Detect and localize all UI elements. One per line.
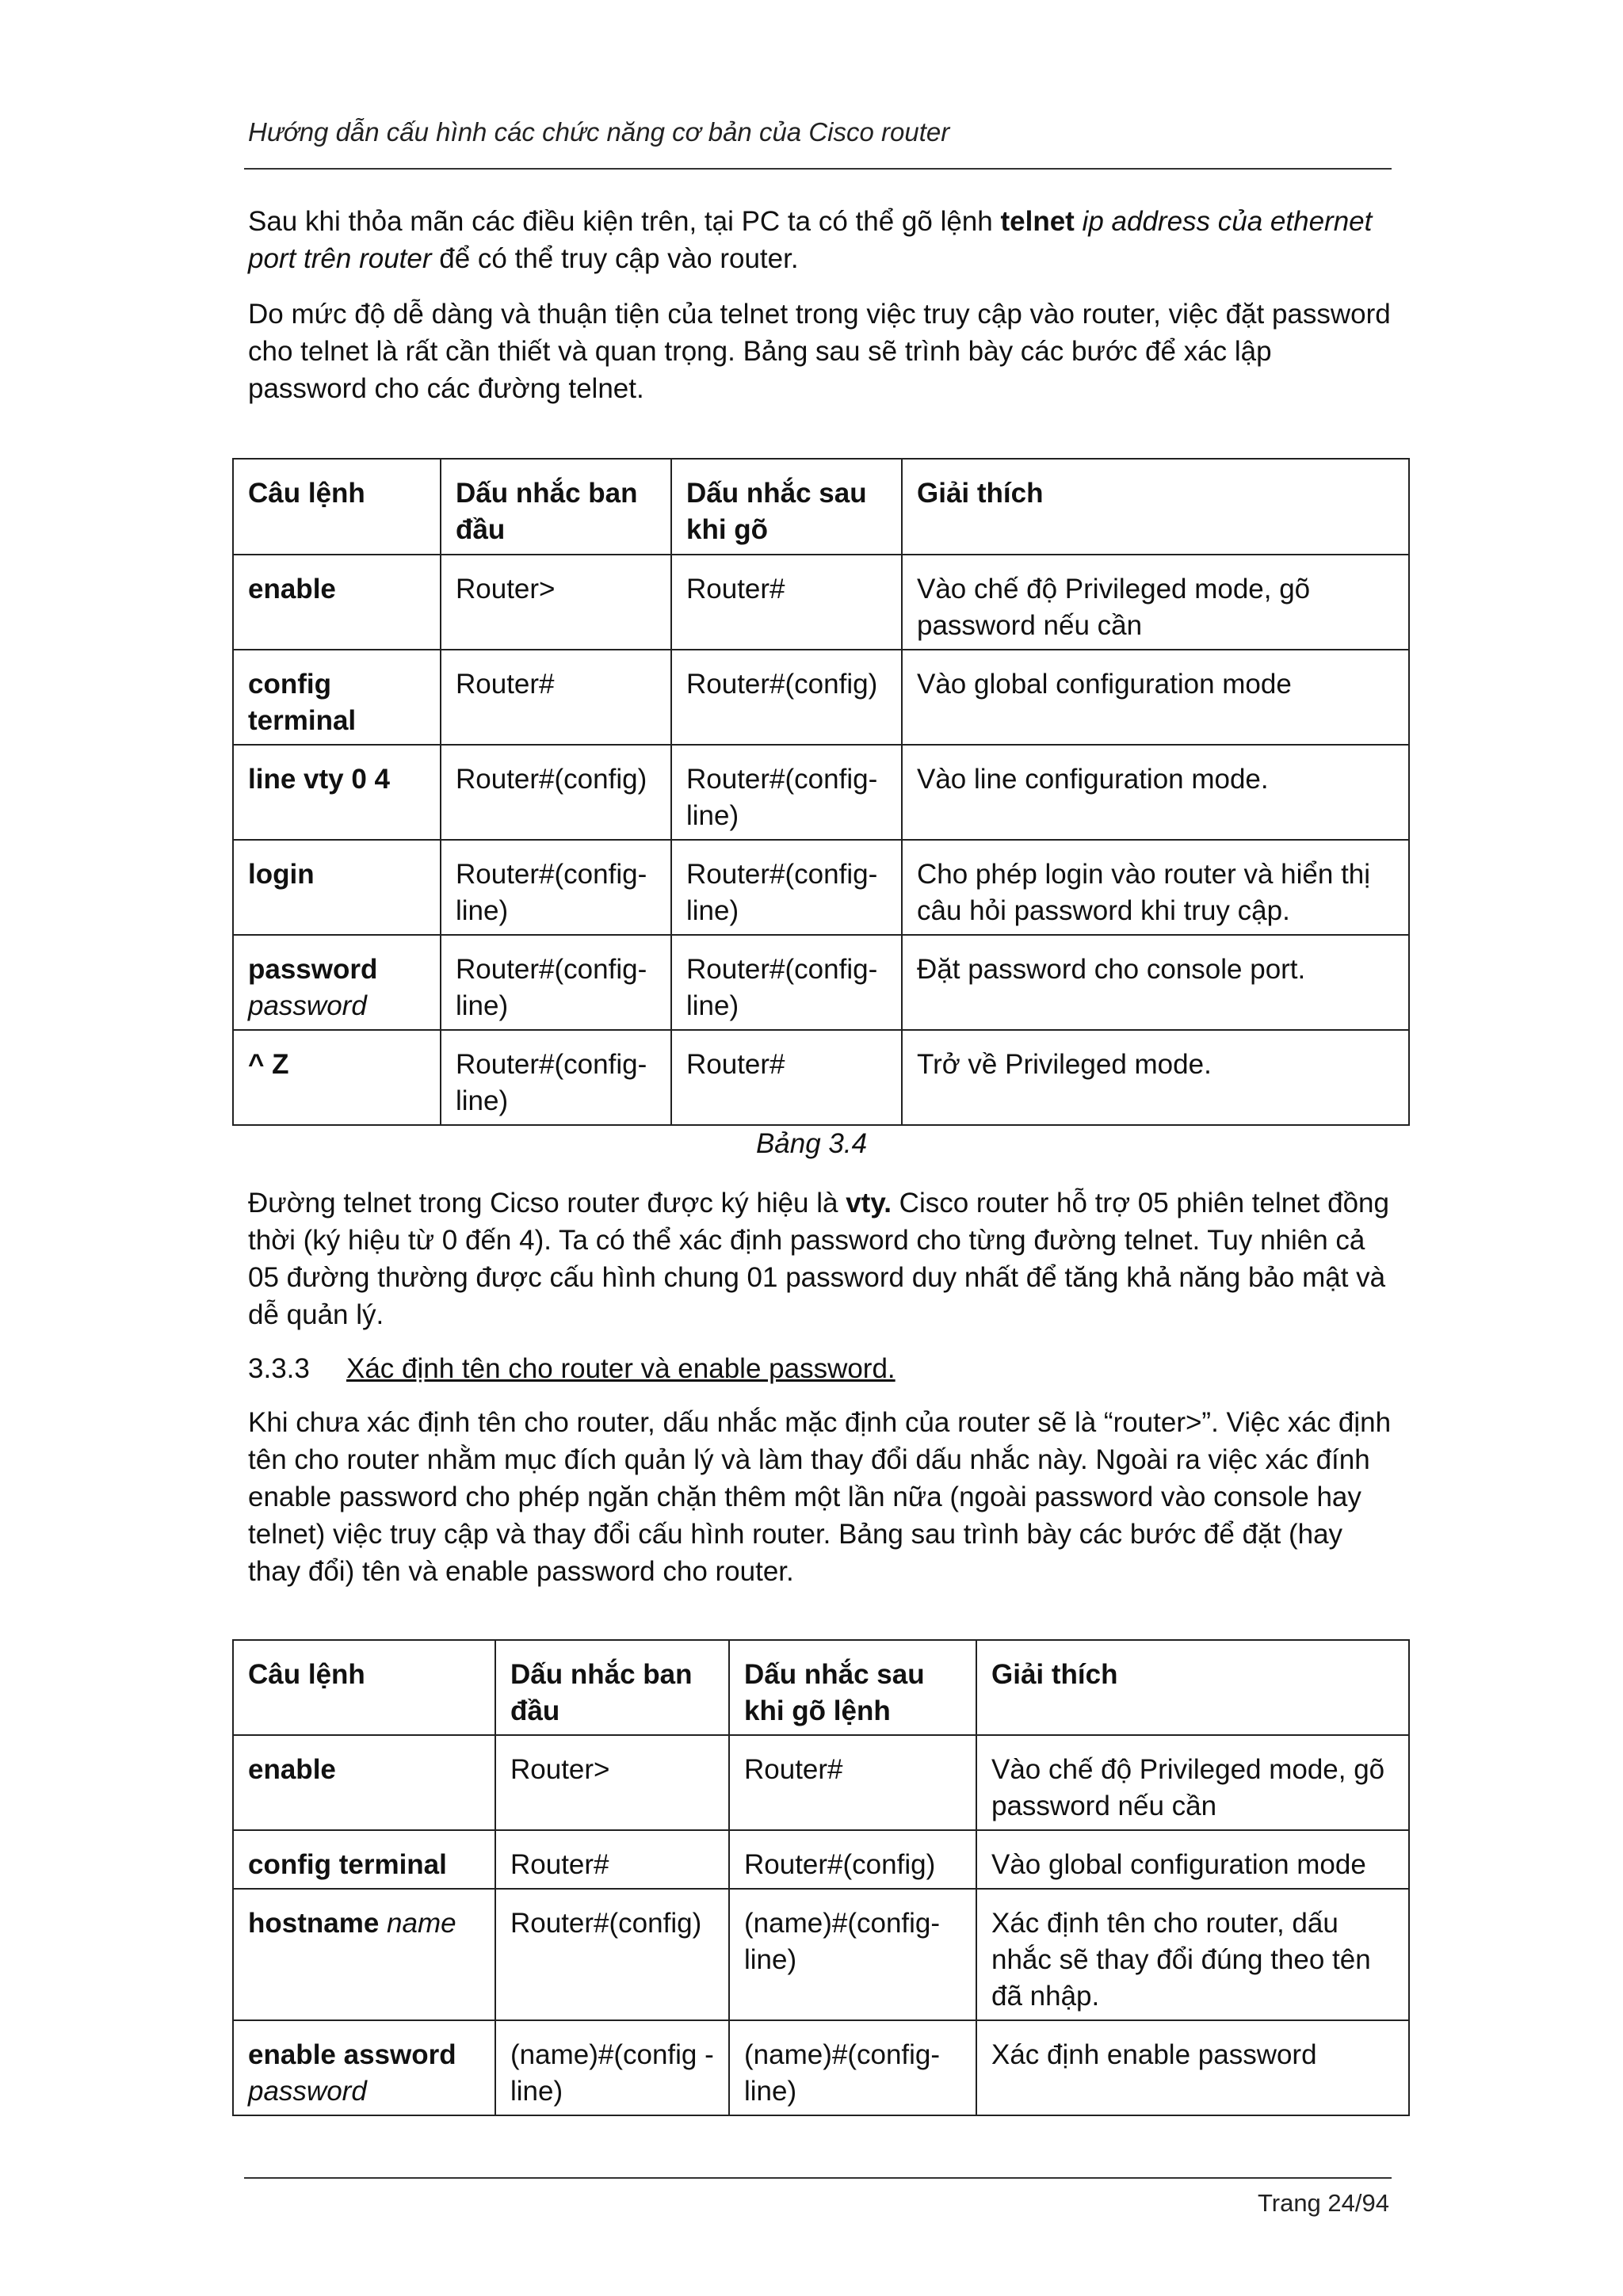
after-prompt-cell: Router#(config-line) — [671, 840, 902, 935]
table-row — [233, 1030, 1409, 1125]
vty-keyword: vty. — [846, 1188, 892, 1219]
command-cell — [233, 745, 441, 840]
header-after-prompt: Dấu nhắc sau khi gõ lệnh — [729, 1640, 976, 1735]
table-caption: Bảng 3.4 — [755, 1128, 868, 1159]
page-header: Hướng dẫn cấu hình các chức năng cơ bản của Cisco router — [248, 117, 950, 147]
initial-prompt-cell: Router> — [495, 1735, 729, 1830]
text: để có thể truy cập vào router. — [431, 243, 799, 274]
initial-prompt-cell: Router# — [441, 650, 671, 745]
explanation-cell: Vào global configuration mode — [902, 650, 1409, 745]
initial-prompt-cell: Router> — [441, 555, 671, 650]
table-header-row — [233, 459, 1409, 555]
command-cell — [233, 1735, 495, 1830]
command-text: config terminal — [248, 1849, 447, 1880]
after-prompt-cell: Router#(config-line) — [671, 935, 902, 1030]
command-cell — [233, 650, 441, 745]
command-text: enable assword — [248, 2039, 456, 2070]
header-initial-prompt: Dấu nhắc ban đầu — [495, 1640, 729, 1735]
initial-prompt-cell: Router#(config-line) — [441, 935, 671, 1030]
paragraph-hostname: Khi chưa xác định tên cho router, dấu nhắc mặc định của router sẽ là “router>”. Việc xác định tên cho router nhằm mục đích quản lý và làm thay đổi dấu nhắc này. Ngoài ra việc xác đính enable password cho phép ngăn chặn thêm một lần nữa (ngoài password vào console hay telnet) việc truy cập và thay đổi cấu hình router. Bảng sau trình bày các bước để đặt (hay thay đổi) tên và enable password cho router. — [248, 1407, 1392, 1587]
command-text: password — [248, 954, 378, 985]
text: Đường telnet trong Cicso router được ký hiệu là — [248, 1188, 846, 1219]
header-divider — [244, 168, 1392, 170]
command-argument: name — [387, 1908, 456, 1939]
command-cell — [233, 1889, 495, 2020]
command-cell — [233, 1830, 495, 1889]
after-prompt-cell: Router# — [671, 1030, 902, 1125]
header-explanation: Giải thích — [902, 459, 1409, 555]
initial-prompt-cell: Router# — [495, 1830, 729, 1889]
section-number: 3.3.3 — [248, 1353, 310, 1384]
telnet-keyword: telnet — [1000, 206, 1075, 237]
initial-prompt-cell: Router#(config) — [495, 1889, 729, 2020]
command-text: ^ Z — [248, 1049, 289, 1080]
after-prompt-cell: Router# — [671, 555, 902, 650]
table-row — [233, 650, 1409, 745]
initial-prompt-cell: Router#(config-line) — [441, 1030, 671, 1125]
command-cell — [233, 555, 441, 650]
command-cell — [233, 2020, 495, 2115]
after-prompt-cell: (name)#(config-line) — [729, 2020, 976, 2115]
command-text: line vty 0 4 — [248, 764, 390, 795]
table-row — [233, 935, 1409, 1030]
hostname-password-table — [232, 1639, 1410, 2116]
initial-prompt-cell: (name)#(config -line) — [495, 2020, 729, 2115]
table-row — [233, 1889, 1409, 2020]
telnet-argument: ip address của ethernet port trên router — [248, 206, 1373, 274]
command-cell — [233, 840, 441, 935]
explanation-cell: Trở về Privileged mode. — [902, 1030, 1409, 1125]
header-command: Câu lệnh — [233, 459, 441, 555]
table-header-row — [233, 1640, 1409, 1735]
header-explanation: Giải thích — [976, 1640, 1409, 1735]
command-text: hostname — [248, 1908, 380, 1939]
table-row — [233, 745, 1409, 840]
explanation-cell: Vào global configuration mode — [976, 1830, 1409, 1889]
table-row — [233, 2020, 1409, 2115]
explanation-cell: Vào chế độ Privileged mode, gõ password nếu cần — [902, 555, 1409, 650]
initial-prompt-cell: Router#(config-line) — [441, 840, 671, 935]
command-argument: password — [248, 2076, 367, 2107]
telnet-password-table — [232, 458, 1410, 1126]
explanation-cell: Vào line configuration mode. — [902, 745, 1409, 840]
command-argument: password — [248, 990, 367, 1021]
table-row — [233, 840, 1409, 935]
command-cell — [233, 935, 441, 1030]
section-title: Xác định tên cho router và enable password. — [346, 1353, 896, 1384]
command-text: login — [248, 859, 315, 890]
text: Cisco router hỗ trợ 05 phiên telnet đồng thời (ký hiệu từ 0 đến 4). Ta có thể xác định password cho từng đường telnet. Tuy nhiên cả 05 đường thường được cấu hình chung 01 password duy nhất để tăng khả năng bảo mật và dễ quản lý. — [248, 1188, 1389, 1330]
header-command: Câu lệnh — [233, 1640, 495, 1735]
command-cell — [233, 1030, 441, 1125]
after-prompt-cell: Router#(config) — [671, 650, 902, 745]
explanation-cell: Vào chế độ Privileged mode, gõ password nếu cần — [976, 1735, 1409, 1830]
after-prompt-cell: Router# — [729, 1735, 976, 1830]
command-text: enable — [248, 1754, 336, 1785]
explanation-cell: Xác định enable password — [976, 2020, 1409, 2115]
table-row — [233, 1735, 1409, 1830]
after-prompt-cell: Router#(config-line) — [671, 745, 902, 840]
header-initial-prompt: Dấu nhắc ban đầu — [441, 459, 671, 555]
table-row — [233, 555, 1409, 650]
page-number: Trang 24/94 — [1257, 2189, 1389, 2217]
initial-prompt-cell: Router#(config) — [441, 745, 671, 840]
footer-divider — [244, 2177, 1392, 2179]
paragraph-vty — [248, 1184, 1397, 1333]
command-text: enable — [248, 574, 336, 605]
after-prompt-cell: (name)#(config-line) — [729, 1889, 976, 2020]
text: Sau khi thỏa mãn các điều kiện trên, tại PC ta có thể gõ lệnh — [248, 206, 1001, 237]
command-text: config terminal — [248, 669, 357, 736]
header-after-prompt: Dấu nhắc sau khi gõ — [671, 459, 902, 555]
after-prompt-cell: Router#(config) — [729, 1830, 976, 1889]
paragraph-telnet-password: Do mức độ dễ dàng và thuận tiện của telnet trong việc truy cập vào router, việc đặt password cho telnet là rất cần thiết và quan trọng. Bảng sau sẽ trình bày các bước để xác lập password cho các đường telnet. — [248, 299, 1391, 404]
paragraph-telnet-access — [248, 203, 1397, 277]
explanation-cell: Cho phép login vào router và hiển thị câu hỏi password khi truy cập. — [902, 840, 1409, 935]
explanation-cell: Xác định tên cho router, dấu nhắc sẽ thay đổi đúng theo tên đã nhập. — [976, 1889, 1409, 2020]
explanation-cell: Đặt password cho console port. — [902, 935, 1409, 1030]
section-heading — [248, 1351, 896, 1387]
table-row — [233, 1830, 1409, 1889]
